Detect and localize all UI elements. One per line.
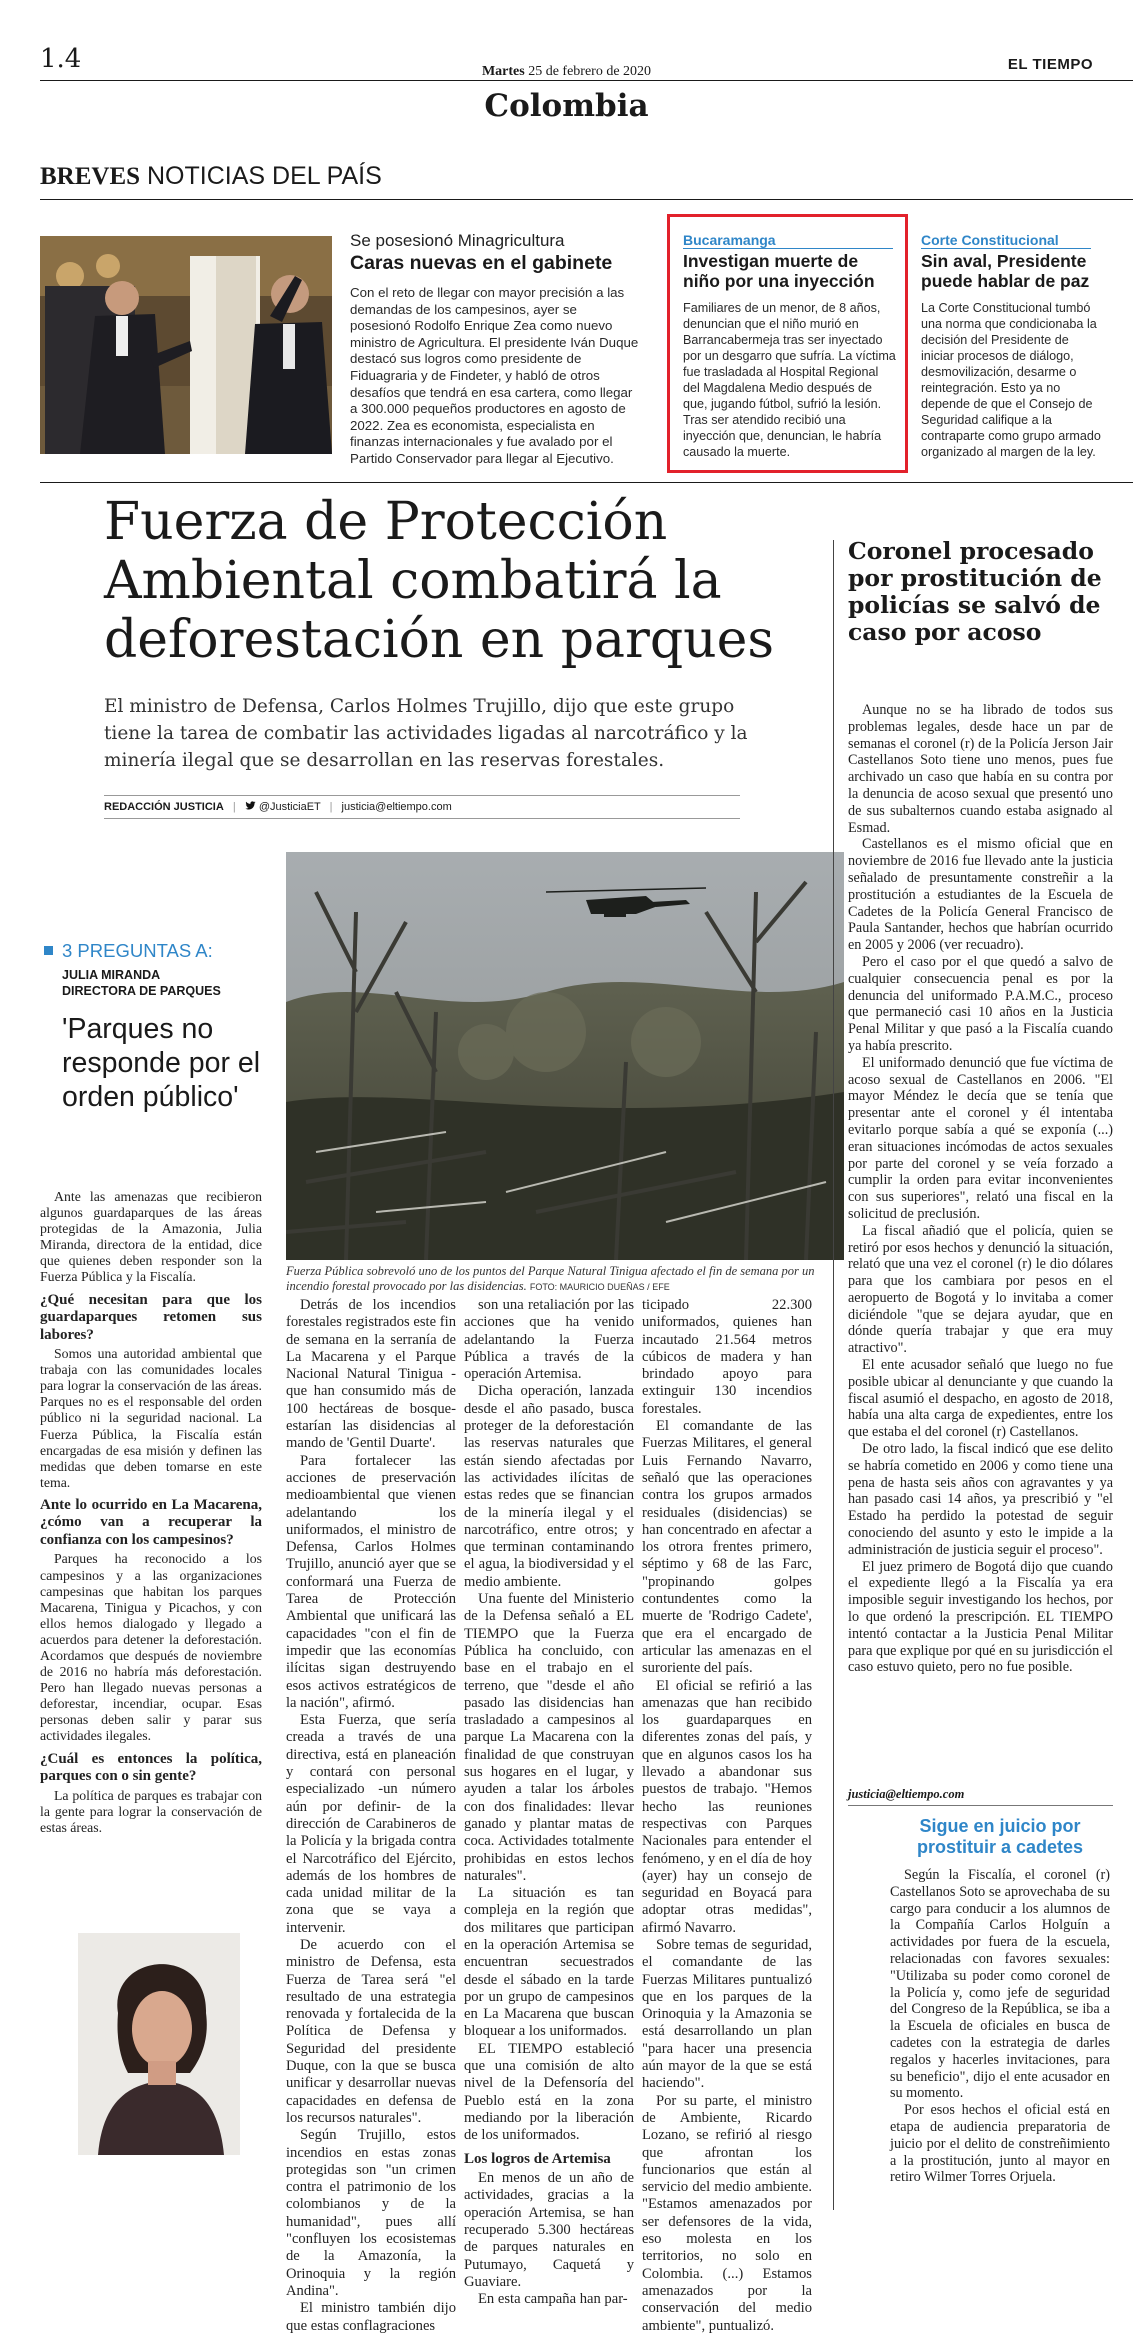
side1-bottom-rule (848, 1805, 1113, 1806)
main-col-3 (642, 1297, 812, 2335)
side1-email: justicia@eltiempo.com (848, 1787, 965, 1801)
photo-credit: FOTO: MAURICIO DUEÑAS / EFE (529, 1282, 670, 1292)
interview-name: JULIA MIRANDA (62, 968, 161, 982)
col1-p4: De acuerdo con el ministro de Defensa, esta Fuerza de Tarea será "el resultado de una estrategia renovada y fortalecida de la Política de Defensa y Seguridad del presidente Duque, con la que se busca unificar y desarrollar nuevas capacidades en defensa de los recursos naturales". (286, 1936, 456, 2126)
breve1-kicker: Se posesionó Minagricultura (350, 231, 565, 250)
col1-p3: Esta Fuerza, que sería creada a través de una directiva, está en planeación y contará con personal especializado -un número aún por definir- de la dirección de Carabineros de la Policía y la brigada contra el Narcotráfico del Ejército, además de los hombres de cada unidad militar de la zona que se vaya a intervenir. (286, 1712, 456, 1936)
interview-intro: Ante las amenazas que recibieron algunos guardaparques de las áreas protegidas de la Amazonia, Julia Miranda, directora de la entidad, dice que quienes deben responder son la Fuerza Pública y la Fiscalía. (40, 1189, 262, 1285)
side2-headline: Sigue en juicio por prostituir a cadetes (916, 1816, 1084, 1857)
main-col-2 (464, 1297, 634, 2308)
breves-label (40, 162, 382, 191)
col1-p6: El ministro también dijo que estas conflagraciones (286, 2300, 456, 2334)
side1-headline: Coronel procesado por prostitución de policías se salvó de caso por acoso (848, 537, 1102, 646)
breve3-kicker: Corte Constitucional (921, 232, 1059, 248)
breves-label-bold: BREVES (40, 163, 141, 190)
breves-rule (40, 199, 1133, 200)
breves-photo-ceremony (40, 236, 332, 454)
byline-author: REDACCIÓN JUSTICIA (104, 801, 224, 813)
side1-p3: Pero el caso por el que quedó a salvo de cualquier consecuencia penal es por la denuncia del uniformado P.A.M.C., proceso que permaneció casi 10 años en la Justicia Penal Militar y que pasó a la Fiscalía cuando ya había prescrito. (848, 953, 1113, 1054)
col1-p2: Para fortalecer las acciones de preservación medioambiental que vienen adelantando los uniformados, el ministro de Defensa, Carlos Holmes Trujillo, anunció ayer que se conformará una Fuerza de Tarea de Protección Ambiental que unificará las capacidades "con el fin de impedir que las economías ilícitas sigan destruyendo esos activos estratégicos de la nación", afirmó. (286, 1452, 456, 1711)
col2-p7: En esta campaña han par- (478, 2291, 628, 2308)
side1-p5: La fiscal añadió que el policía, quien se retiró por esos hechos y denunció la situación, relató que una vez el coronel (r) le dio dólares para que los cambiara por pesos en el aeropuerto de Bogotá y lo invitaba a comer diciéndole "que se dejara ayudar, que en dónde quería trabajar y que era muy atractivo". (848, 1222, 1113, 1357)
side1-p4: El uniformado denunció que fue víctima de acoso sexual de Castellanos en 2006. "El mayor Méndez le decía que se tenía que presentar ante el coronel y él intentaba evitarlo porque sabía a qué se exponía (...) eran situaciones incómodas de actos sexuales por parte del coronel y se veía forzado a cumplir la orden para evitar inconvenientes con sus superiores", relató una fiscal en la solicitud de preclusión. (848, 1054, 1113, 1222)
breve2-kicker-rule (683, 248, 893, 249)
col2-p2: Dicha operación, lanzada desde el año pasado, busca proteger de la deforestación las reservas naturales que están siendo afectadas por las actividades ilícitas de estas redes que se financian de la minería ilegal y el narcotráfico, entre otros; y que terminan contaminando el agua, la biodiversidad y el medio ambiente. (464, 1383, 634, 1590)
twitter-icon (245, 800, 256, 811)
breve2-kicker: Bucaramanga (683, 232, 776, 248)
interview-a2: Parques ha reconocido a los campesinos y a las organizaciones campesinas que habitan los parques Macarena, Tinigua y Picachos, y con ellos hemos dialogado y llegado a acuerdos para detener la deforestación. Acordamos que después de noviembre de 2016 no habría más deforestación. Pero han llegado nuevas personas a deforestar, incendiar, ocupar. Esas personas deben salir y parar sus actividades ilegales. (40, 1551, 262, 1744)
col3-p4: Sobre temas de seguridad, el comandante de las Fuerzas Militares puntualizó que en los parques de la Orinoquia y la Amazonia se está desarrollando un plan "para hacer una presencia aún mayor de la que se está haciendo". (642, 1936, 812, 2092)
side1-p8: El juez primero de Bogotá dijo que cuando el expediente llegó a la Fiscalía ya era imposible seguir investigando los hechos, por lo que ordenó la prescripción. EL TIEMPO intentó contactar a la Justicia Penal Militar para que explique por qué en su jurisdicción el caso estuvo quieto, pero no fue posible. (848, 1558, 1113, 1676)
side2-p2: Por esos hechos el oficial está en etapa de audiencia preparatoria de juicio por el delito de constreñimiento a la prostitución, junto al mayor en retiro Wilmer Torres Orjuela. (890, 2102, 1110, 2186)
col2-p1: son una retaliación por las acciones que ha venido adelantando la Fuerza Pública a través de la operación Artemisa. (464, 1297, 634, 1383)
breve1-title: Caras nuevas en el gabinete (350, 252, 613, 274)
main-deck: El ministro de Defensa, Carlos Holmes Trujillo, dijo que este grupo tiene la tarea de combatir las actividades ligadas al narcotráfico y la minería ilegal que se desarrollan en las reservas forestales. (104, 696, 748, 771)
page-number: 1.4 (40, 44, 82, 74)
sidebar-divider (833, 540, 834, 2210)
interview-q2: Ante lo ocurrido en La Macarena, ¿cómo van a recuperar la confianza con los campesinos? (40, 1496, 262, 1548)
interview-a3: La política de parques es trabajar con la gente para lograr la conservación de estas áreas. (40, 1787, 262, 1835)
col2-p6: En menos de un año de actividades, gracias a la operación Artemisa, se han recuperado 5.300 hectáreas de parques naturales en Putumayo, Caquetá y Guaviare. (464, 2170, 634, 2290)
main-headline: Fuerza de Protección Ambiental combatirá la deforestación en parques (104, 492, 775, 670)
side1-p1: Aunque no se ha librado de todos sus problemas legales, desde hace un par de semanas el coronel (r) de la Policía Jerson Jair Castellanos Soto tiene uno menos, pues fue archivado un caso que había en su contra por la denuncia de acoso sexual que presentó uno de sus subalternos cuando estaba asignado al Esmad. (848, 702, 1113, 836)
date-day: Martes (481, 64, 525, 79)
breve1-text: Con el reto de llegar con mayor precisión a las demandas de los campesinos, ayer se posesionó Rodolfo Enrique Zea como nuevo ministro de Agricultura. El presidente Iván Duque destacó sus logros como presidente de Fiduagraria y de Findeter, y habló de otros desafíos que tendrá en esa cartera, como llegar a 300.000 pequeños productores en agosto de 2022. Zea es economista, especialista en finanzas internacionales y fue avalado por el Partido Conservador para llegar al Ejecutivo. (350, 285, 639, 466)
byline-rule-bottom (104, 818, 740, 819)
breves-label-light: NOTICIAS DEL PAÍS (147, 162, 382, 190)
col1-p5: Según Trujillo, estos incendios en estas zonas protegidas son "un crimen contra el patrimonio de los colombianos y de la humanidad", pues allí "confluyen los ecosistemas de la Amazonía, la Orinoquia y la región Andina". (286, 2127, 456, 2299)
byline-rule (104, 795, 740, 796)
breve1-body (350, 285, 640, 468)
breve3-kicker-rule (921, 248, 1091, 249)
photo-caption (286, 1264, 844, 1295)
interview-a1: Somos una autoridad ambiental que trabaja con las comunidades locales para lograr la conservación de las áreas. Parques no es el responsable del orden público ni la seguridad nacional. La Fuerza Pública, la Fiscalía están encargadas de esa misión y definen las medidas que deben tomarse en este tema. (40, 1346, 262, 1490)
side2-p1: Según la Fiscalía, el coronel (r) Castellanos Soto se aprovechaba de su cargo para conducir a los alumnos de la Compañía Carlos Holguín a actividades por fuera de la escuela, relacionadas con favores sexuales: "Utilizaba su poder como coronel de la Policía y, como jefe de seguridad del Congreso de la República, se iba a la Escuela de oficiales en busca de cadetes con la estrategia de darles regalos y hacerles invitaciones, para su beneficio", dijo el ente acusador en su momento. (890, 1867, 1110, 2102)
header-rule (40, 80, 1133, 81)
breve3-title: Sin aval, Presidente puede hablar de paz (921, 251, 1090, 291)
col2-p5: EL TIEMPO estableció que una comisión de alto nivel de la Defensoría del Pueblo está en la zona mediando por la liberación de los uniformados. (464, 2040, 634, 2144)
col3-p3: El oficial se refirió a las amenazas que han recibido los guardaparques en diferentes zonas del país, y que en algunos casos los ha llevado a abandonar sus puestos de trabajo. "Hemos hecho las reuniones respectivas con Parques Nacionales para entender el fenómeno, y en el día de hoy (ayer) hay un consejo de seguridad en Boyacá para adoptar otras medidas", afirmó Navarro. (642, 1677, 812, 1936)
interview-q1: ¿Qué necesitan para que los guardaparques retomen sus labores? (40, 1291, 262, 1343)
breves-bottom-rule (40, 482, 1133, 483)
col2-subhead: Los logros de Artemisa (464, 2150, 611, 2167)
breve3-text: La Corte Constitucional tumbó una norma que condicionaba la decisión del Presidente de iniciar procesos de diálogo, desmovilización, desarme o reintegración. Esto ya no depende de que el Consejo de Seguridad califique a la contraparte como grupo armado organizado al margen de la ley. (921, 301, 1101, 459)
side1-p6: El ente acusador señaló que luego no fue posible ubicar al denunciante y que cuando la fiscal asumió el despacho, en agosto de 2018, había una alta carga de expedientes, entre los que estaba el del coronel (r) Castellanos. (848, 1357, 1113, 1441)
byline: REDACCIÓN JUSTICIA | @JusticiaET | justicia@eltiempo.com (104, 801, 452, 813)
byline-twitter: @JusticiaET (258, 801, 321, 813)
dateline (0, 64, 1133, 80)
interview-kicker: 3 PREGUNTAS A: (62, 940, 213, 961)
interview-quote: 'Parques no responde por el orden público' (62, 1013, 261, 1113)
breve2-title: Investigan muerte de niño por una inyección (683, 251, 875, 291)
main-photo-fire-helicopter (286, 852, 844, 1260)
interview-role: DIRECTORA DE PARQUES (62, 984, 221, 998)
caption-text: Fuerza Pública sobrevoló uno de los puntos del Parque Natural Tinigua afectado el fin de semana por un incendio forestal provocado por las disidencias. (286, 1264, 815, 1293)
byline-email: justicia@eltiempo.com (341, 801, 452, 813)
col3-p5: Por su parte, el ministro de Ambiente, Ricardo Lozano, se refirió al riesgo que afrontan los funcionarios que están al servicio del medio ambiente. "Estamos amenazados por ser defensores de la vida, eso molesta en los territorios, no solo en Colombia. (...) Estamos amenazados por la conservación del medio ambiente", puntualizó. (642, 2092, 812, 2334)
date-rest: 25 de febrero de 2020 (528, 64, 652, 79)
square-bullet-icon (44, 946, 53, 955)
side1-body (848, 702, 1113, 1676)
col2-p4: La situación es tan compleja en la región que dos militares que participan en la operación Artemisa se encuentran secuestrados desde el sábado en la tarde por un grupo de campesinos en La Macarena que buscan bloquear a los uniformados. (464, 1885, 634, 2040)
breve3-body (921, 300, 1101, 460)
col3-p1: ticipado 22.300 uniformados, quienes han incautado 21.564 metros cúbicos de madera y han brindado apoyo para extinguir 130 incendios forestales. (642, 1297, 812, 1417)
interview-q3: ¿Cuál es entonces la política, parques con o sin gente? (40, 1750, 262, 1785)
col2-p3: Una fuente del Ministerio de la Defensa señaló a EL TIEMPO que la Fuerza Pública ha concluido, con base en el trabajo en el terreno, que "desde el año pasado las disidencias han trasladado a campesinos al parque La Macarena con la finalidad de que construyan sus hogares en el lugar, y ayuden a talar los árboles con dos finalidades: llevar ganado y plantar matas de coca. Actividades totalmente prohibidas en estos lechos naturales". (464, 1591, 634, 1884)
brand-logo: EL TIEMPO (1007, 56, 1093, 73)
breve2-text: Familiares de un menor, de 8 años, denuncian que el niño murió en Barrancabermeja tras ser inyectado por un desgarro que sufría. La víctima fue trasladada al Hospital Regional del Magdalena Medio después de que, jugando fútbol, sufrió la lesión. Tras ser atendido recibió una inyección que, denuncian, le habría causado la muerte. (683, 301, 896, 459)
side1-p7: De otro lado, la fiscal indicó que ese delito se habría cometido en 2006 y como tiene una pena de hasta seis años con agravantes y ya han pasado casi 14 años, ya prescribió y "el Estado ha perdido la potestad de seguir conociendo del asunto y esto le impide a la administración de justicia seguir el proceso". (848, 1441, 1113, 1558)
col3-p2: El comandante de las Fuerzas Militares, el general Luis Fernando Navarro, señaló que las operaciones contra los grupos armados residuales (disidencias) se han concentrado en afectar a los otrora frentes primero, séptimo y 68 de las Farc, "propinando golpes contundentes como la muerte de 'Rodrigo Cadete', que era el encargado de articular las amenazas en el suroriente del país. (642, 1418, 812, 1677)
side2-body (890, 1867, 1110, 2186)
interview-portrait (78, 1933, 240, 2155)
main-col-1 (286, 1297, 456, 2335)
section-title: Colombia (484, 88, 649, 124)
interview-body (40, 1189, 262, 1836)
breve2-body (683, 300, 897, 460)
col1-p1: Detrás de los incendios forestales registrados este fin de semana en la serranía de La Macarena y el Parque Nacional Natural Tinigua -que han consumido más de 100 hectáreas de bosque- estarían las disidencias al mando de 'Gentil Duarte'. (286, 1297, 456, 1452)
side1-p2: Castellanos es el mismo oficial que en noviembre de 2016 fue llevado ante la justicia señalado de presuntamente constreñir a la prostitución a estudiantes de la Escuela de Cadetes de la Policía General Francisco de Paula Santander, hechos que habrían ocurrido en 2005 y 2006 (ver recuadro). (848, 836, 1113, 954)
